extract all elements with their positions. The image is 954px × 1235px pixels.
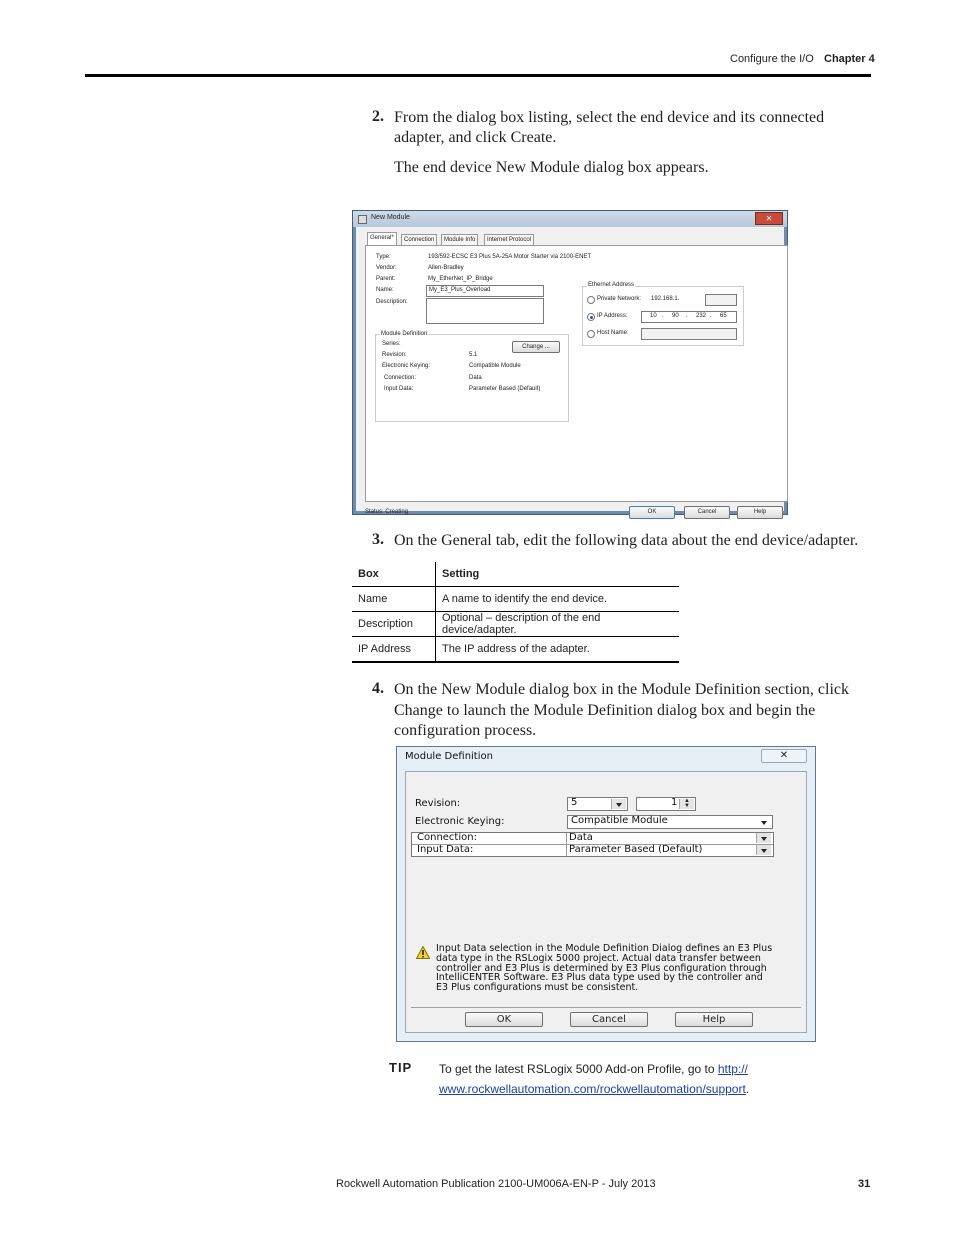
ip-dot: . (686, 313, 688, 319)
keying-value: Compatible Module (571, 815, 668, 826)
ok-button[interactable]: OK (465, 1012, 543, 1027)
input-data-label: Input Data: (417, 844, 474, 855)
table-header-setting: Setting (436, 562, 680, 587)
keying-select[interactable] (567, 815, 773, 829)
page-number: 31 (858, 1178, 871, 1190)
help-button[interactable]: Help (675, 1012, 753, 1027)
name-field-value: My_E3_Plus_Overload (429, 287, 491, 293)
table-cell-box: Description (352, 612, 436, 637)
module-definition-group (375, 331, 569, 422)
description-field[interactable] (426, 298, 544, 324)
connection-label: Connection: (384, 375, 417, 381)
connection-grid (411, 832, 774, 857)
change-button[interactable]: Change ... (512, 341, 560, 353)
chevron-down-icon[interactable] (757, 817, 771, 827)
step-4-number: 4. (372, 680, 384, 697)
description-label: Description: (376, 299, 408, 305)
host-name-radio[interactable] (587, 330, 595, 338)
tab-connection[interactable]: Connection (401, 234, 437, 246)
dialog-body (356, 227, 784, 515)
step-2-line-1: From the dialog box listing, select the end device and its connected (394, 109, 825, 126)
tip-label: TIP (389, 1060, 413, 1075)
step-2-line-2: adapter, and click Create. (394, 129, 557, 146)
private-network-label: Private Network: (597, 296, 642, 302)
window-icon (358, 215, 367, 224)
connection-label: Connection: (417, 832, 477, 843)
close-button[interactable]: ✕ (761, 749, 807, 763)
header-rule (85, 74, 871, 77)
table-header-box: Box (352, 562, 436, 587)
warning-message (436, 944, 796, 993)
type-label: Type: (376, 254, 391, 260)
settings-table (352, 562, 679, 663)
host-name-label: Host Name: (597, 330, 629, 336)
ip-address-field[interactable] (641, 311, 737, 323)
input-data-dropdown[interactable] (757, 845, 771, 855)
vendor-value: Allen-Bradley (428, 265, 464, 271)
revision-major-value: 5 (571, 797, 578, 808)
revision-minor-stepper[interactable] (636, 797, 696, 811)
footer-publication: Rockwell Automation Publication 2100-UM006A-EN-P - July 2013 (336, 1178, 656, 1190)
tab-internet-protocol[interactable]: Internet Protocol (484, 234, 534, 246)
table-row (352, 637, 679, 663)
dialog-body (405, 771, 807, 1033)
connection-value[interactable]: Data (569, 832, 593, 843)
warning-line: IntelliCENTER Software. E3 Plus data type used by the controller and (436, 972, 763, 984)
grid-divider (566, 845, 567, 856)
table-cell-setting: The IP address of the adapter. (436, 637, 680, 663)
input-data-row (412, 845, 773, 856)
name-label: Name: (376, 287, 394, 293)
chevron-down-icon[interactable] (756, 833, 771, 843)
keying-label: Electronic Keying: (415, 816, 505, 827)
support-link-part-2[interactable]: www.rockwellautomation.com/rockwellautomation/support (439, 1082, 746, 1096)
ip-dot: . (662, 313, 664, 319)
dialog-titlebar (353, 211, 787, 227)
cancel-button[interactable]: Cancel (684, 506, 730, 519)
series-label: Series: (382, 341, 401, 347)
table-cell-box: IP Address (352, 637, 436, 663)
table-cell-box: Name (352, 587, 436, 612)
button-separator (411, 1007, 801, 1008)
tab-general[interactable]: General* (367, 232, 397, 246)
revision-label: Revision: (382, 352, 407, 358)
warning-line: controller and E3 Plus is determined by E3 Plus configuration through (436, 962, 767, 974)
type-value: 193/592-ECSC E3 Plus 5A-25A Motor Starter via 2100-ENET (428, 254, 592, 260)
running-header-chapter: Chapter 4 (824, 53, 875, 65)
input-data-value[interactable]: Parameter Based (Default) (569, 844, 703, 855)
ip-address-radio[interactable] (587, 313, 595, 321)
status-text: Status: Creating (365, 509, 409, 515)
ip-octet-2: 90 (672, 313, 679, 319)
revision-minor-value: 1 (671, 797, 678, 808)
name-field[interactable] (426, 285, 544, 297)
step-4-line-3: configuration process. (394, 722, 537, 739)
keying-value: Compatible Module (469, 363, 521, 369)
module-definition-title: Module Definition (381, 331, 428, 337)
step-2-number: 2. (372, 108, 384, 125)
host-name-field[interactable] (641, 328, 737, 340)
spinner-arrows-icon[interactable]: ▲ ▼ (679, 799, 694, 809)
ip-octet-1: 10 (650, 313, 657, 319)
private-network-spinner[interactable] (705, 294, 737, 306)
revision-value: 5.1 (469, 352, 478, 358)
ok-button[interactable]: OK (629, 506, 675, 519)
ip-octet-3: 232 (696, 313, 707, 319)
revision-major-select[interactable] (567, 797, 628, 811)
step-4-line-1: On the New Module dialog box in the Module Definition section, click (394, 681, 850, 698)
running-header-section: Configure the I/O (730, 53, 814, 65)
chevron-down-icon[interactable] (611, 799, 626, 809)
tip-text-end: . (745, 1082, 750, 1096)
connection-value: Data (469, 375, 482, 381)
step-2-note: The end device New Module dialog box appears. (394, 159, 709, 176)
private-network-radio[interactable] (587, 296, 595, 304)
new-module-dialog (352, 210, 788, 515)
input-data-value: Parameter Based (Default) (469, 386, 541, 392)
ip-octet-4: 65 (720, 313, 727, 319)
tip-text (439, 1059, 859, 1099)
support-link-part-1[interactable]: http:// (717, 1062, 748, 1076)
cancel-button[interactable]: Cancel (570, 1012, 648, 1027)
parent-value: My_EtherNet_IP_Bridge (428, 276, 493, 282)
table-row (352, 612, 679, 637)
ip-dot: . (710, 313, 712, 319)
ethernet-address-group (582, 282, 744, 346)
tab-module-info[interactable]: Module Info (441, 234, 478, 246)
chevron-down-icon[interactable] (756, 845, 771, 855)
vendor-label: Vendor: (376, 265, 397, 271)
revision-label: Revision: (415, 798, 461, 809)
module-definition-dialog (396, 746, 816, 1042)
input-data-label: Input Data: (384, 386, 414, 392)
keying-label: Electronic Keying: (382, 363, 431, 369)
private-network-value: 192.168.1. (651, 296, 680, 302)
tip-text-body: To get the latest RSLogix 5000 Add-on Profile, go to (439, 1062, 718, 1076)
warning-line: Input Data selection in the Module Definition Dialog defines an E3 Plus (436, 943, 773, 954)
table-cell-setting: Optional – description of the end device/adapter. (436, 612, 680, 637)
connection-dropdown[interactable] (757, 833, 771, 843)
general-tab-panel (365, 245, 788, 502)
help-button[interactable]: Help (737, 506, 783, 519)
warning-icon (416, 946, 430, 959)
step-3-text: On the General tab, edit the following data about the end device/adapter. (394, 532, 859, 549)
close-button[interactable]: ✕ (755, 212, 783, 225)
table-header-row (352, 562, 679, 587)
warning-line: E3 Plus configurations must be consistent. (436, 982, 639, 994)
dialog-title: Module Definition (405, 751, 493, 762)
ethernet-address-title: Ethernet Address (588, 282, 635, 288)
step-3-number: 3. (372, 531, 384, 548)
ip-address-label: IP Address: (597, 313, 628, 319)
warning-line: data type in the RSLogix 5000 project. Actual data transfer between (436, 952, 761, 964)
step-4-line-2: Change to launch the Module Definition dialog box and begin the (394, 702, 816, 719)
parent-label: Parent: (376, 276, 396, 282)
table-row (352, 587, 679, 612)
table-cell-setting: A name to identify the end device. (436, 587, 680, 612)
grid-divider (566, 833, 567, 844)
dialog-title: New Module (371, 214, 410, 221)
